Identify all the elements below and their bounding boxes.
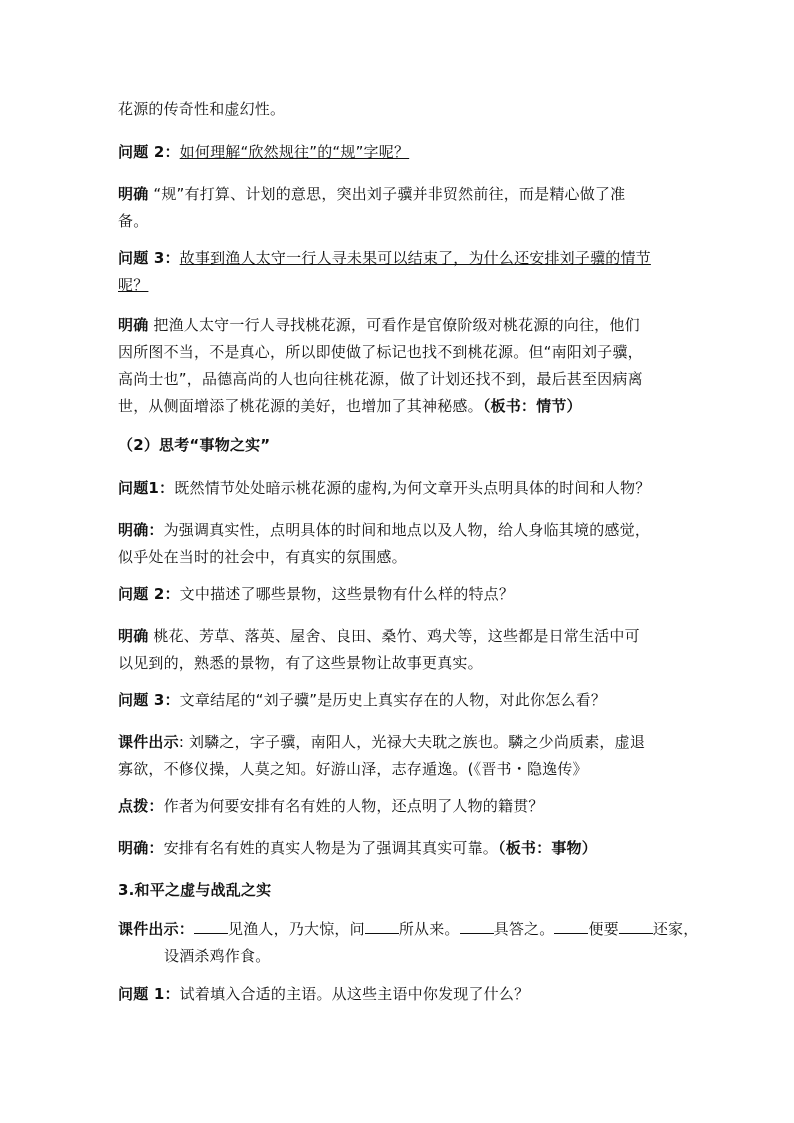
question-label: 问题 2： (118, 585, 180, 603)
question-text: 文章结尾的“刘子骥”是历史上真实存在的人物，对此你怎么看？ (179, 691, 607, 709)
text-line: 备。 (118, 212, 149, 230)
fill-blank (619, 919, 653, 934)
question-label: 问题 1： (118, 985, 180, 1003)
paragraph-continuation (118, 96, 678, 123)
text-segment: 具答之。 (493, 920, 555, 938)
section-heading-text: （2）思考“事物之实” (118, 436, 271, 454)
question-3-paragraph (118, 245, 678, 299)
answer-label: 明确 (118, 185, 149, 203)
question-3-paragraph (118, 687, 678, 714)
text-line: 设酒杀鸡作食。 (164, 947, 271, 965)
answer-paragraph (118, 835, 678, 862)
section-heading (118, 432, 678, 459)
answer-label: 明确 (118, 627, 149, 645)
text-segment: 所从来。 (398, 920, 460, 938)
text-segment: 便要 (588, 920, 619, 938)
text-line: 花源的传奇性和虚幻性。 (118, 100, 286, 118)
question-text: 文中描述了哪些景物，这些景物有什么样的特点？ (179, 585, 515, 603)
text-line: 高尚士也”，品德高尚的人也向往桃花源，做了计划还找不到，最后甚至因病离 (118, 370, 643, 388)
text-line: 桃花、芳草、落英、屋舍、良田、桑竹、鸡犬等，这些都是日常生活中可 (148, 627, 640, 645)
question-text: 试着填入合适的主语。从这些主语中你发现了什么？ (179, 985, 530, 1003)
answer-paragraph (118, 181, 678, 235)
courseware-label: 课件出示： (118, 920, 195, 938)
question-label: 问题 2： (118, 143, 180, 161)
text-line: 安排有名有姓的真实人物是为了强调其真实可靠。 (163, 839, 499, 857)
section-heading (118, 877, 678, 904)
question-text: 既然情节处处暗示桃花源的虚构,为何文章开头点明具体的时间和人物？ (174, 479, 651, 497)
text-line: 把渔人太守一行人寻找桃花源，可看作是官僚阶级对桃花源的向往，他们 (148, 316, 640, 334)
text-line: 似乎处在当时的社会中，有真实的氛围感。 (118, 548, 407, 566)
text-segment: 见渔人，乃大惊，问 (228, 920, 365, 938)
text-line: 寡欲，不修仪操，人莫之知。好游山泽，志存遁逸。(《晋书・隐逸传》 (118, 760, 588, 778)
section-heading-text: 3.和平之虚与战乱之实 (118, 881, 272, 899)
courseware-label: 课件出示 (118, 733, 179, 751)
text-line: 以见到的，熟悉的景物，有了这些景物让故事更真实。 (118, 654, 483, 672)
fill-blank (365, 919, 399, 934)
courseware-paragraph (118, 916, 699, 970)
board-note: （板书：情节） (482, 397, 582, 415)
text-line: 为强调真实性，点明具体的时间和地点以及人物，给人身临其境的感觉， (163, 521, 651, 539)
answer-label: 明确： (118, 521, 164, 539)
text-line: : 刘驎之，字子骥，南阳人，光禄大夫耽之族也。驎之少尚质素，虚退 (178, 733, 646, 751)
answer-paragraph (118, 312, 678, 420)
answer-paragraph (118, 517, 678, 571)
text-line: “规”有打算、计划的意思，突出刘子骥并非贸然前往，而是精心做了准 (148, 185, 626, 203)
text-line: 世，从侧面增添了桃花源的美好，也增加了其神秘感。 (118, 397, 483, 415)
question-1-paragraph (118, 981, 678, 1008)
question-2-paragraph (118, 581, 678, 608)
hint-text: 作者为何要安排有名有姓的人物，还点明了人物的籍贯？ (163, 797, 544, 815)
answer-paragraph (118, 623, 678, 677)
question-label: 问题 3： (118, 691, 180, 709)
hint-label: 点拨： (118, 797, 164, 815)
question-text: 如何理解“欣然规往”的“规”字呢？ (179, 143, 410, 161)
question-text: 故事到渔人太守一行人寻未果可以结束了，为什么还安排刘子骥的情节 (179, 249, 651, 267)
question-label: 问题1： (118, 479, 175, 497)
board-note: （板书：事物） (498, 839, 597, 857)
question-text: 呢？ (118, 276, 149, 294)
fill-blank (194, 919, 228, 934)
answer-label: 明确 (118, 316, 149, 334)
hint-paragraph (118, 793, 678, 820)
fill-blank (460, 919, 494, 934)
question-1-paragraph (118, 475, 678, 502)
fill-blank (554, 919, 588, 934)
answer-label: 明确： (118, 839, 164, 857)
question-label: 问题 3： (118, 249, 180, 267)
text-segment: 还家， (652, 920, 699, 938)
text-line: 因所图不当，不是真心，所以即使做了标记也找不到桃花源。但“南阳刘子骥， (118, 343, 643, 361)
courseware-paragraph (118, 729, 678, 783)
question-2-paragraph (118, 139, 678, 166)
